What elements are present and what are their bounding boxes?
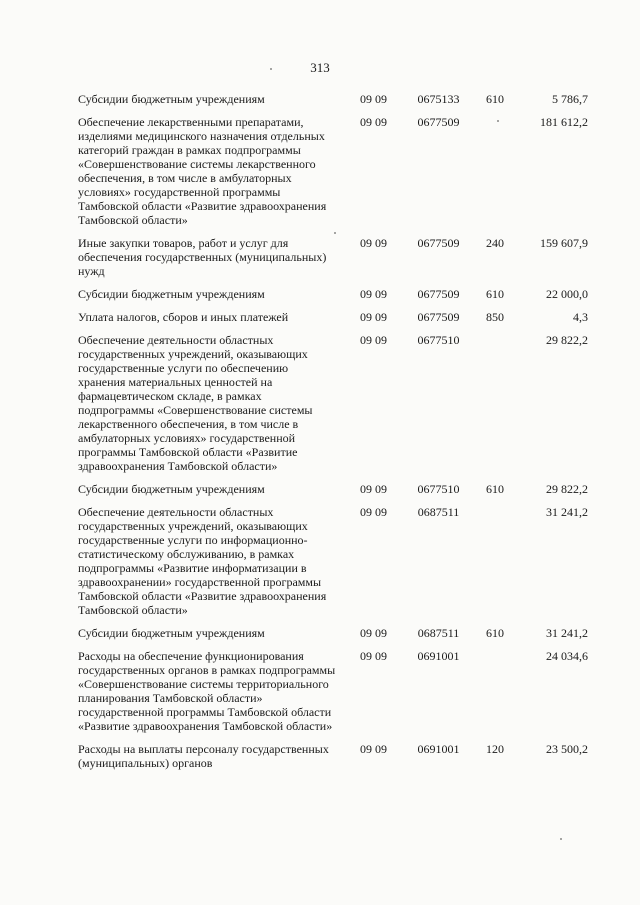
table-row bbox=[78, 88, 588, 111]
target-article-code: 0691001 bbox=[417, 742, 460, 756]
table-row bbox=[78, 738, 588, 775]
section-code: 09 09 bbox=[360, 626, 387, 640]
expense-name: Обеспечение лекарственными препаратами, изделиями медицинского назначения отдельных категорий граждан в рамках подпрограммы «Совершенствование системы лекарственного обеспечения, в том числе в амбулаторных условиях» государственной программы Тамбовской области «Развитие здравоохранения Тамбовской области» bbox=[78, 115, 327, 227]
section-code: 09 09 bbox=[360, 649, 387, 663]
target-article-code: 0687511 bbox=[417, 505, 460, 519]
amount: 181 612,2 bbox=[540, 115, 588, 129]
amount: 29 822,2 bbox=[546, 482, 588, 496]
table-row bbox=[78, 306, 588, 329]
amount: 31 241,2 bbox=[546, 626, 588, 640]
target-article-code: 0675133 bbox=[417, 92, 460, 106]
expense-type-code: 120 bbox=[486, 742, 504, 756]
scan-speck bbox=[270, 68, 272, 70]
scan-speck bbox=[497, 120, 499, 122]
amount: 4,3 bbox=[573, 310, 588, 324]
table-row bbox=[78, 329, 588, 478]
section-code: 09 09 bbox=[360, 742, 387, 756]
target-article-code: 0677510 bbox=[417, 482, 460, 496]
expense-type-code: 610 bbox=[486, 626, 504, 640]
amount: 23 500,2 bbox=[546, 742, 588, 756]
table-row bbox=[78, 622, 588, 645]
budget-table-body bbox=[78, 88, 588, 775]
target-article-code: 0691001 bbox=[417, 649, 460, 663]
amount: 159 607,9 bbox=[540, 236, 588, 250]
table-row bbox=[78, 283, 588, 306]
amount: 22 000,0 bbox=[546, 287, 588, 301]
amount: 29 822,2 bbox=[546, 333, 588, 347]
section-code: 09 09 bbox=[360, 505, 387, 519]
expense-type-code: 610 bbox=[486, 482, 504, 496]
expense-type-code bbox=[476, 329, 514, 478]
section-code: 09 09 bbox=[360, 92, 387, 106]
expense-name: Субсидии бюджетным учреждениям bbox=[78, 92, 265, 106]
target-article-code: 0677510 bbox=[417, 333, 460, 347]
target-article-code: 0677509 bbox=[417, 310, 460, 324]
expense-name: Обеспечение деятельности областных государственных учреждений, оказывающих государственные услуги по информационно-статистическому обслуживанию, в рамках подпрограммы «Развитие информатизации в здравоохранении» государственной программы Тамбовской области «Развитие здравоохранения Тамбовской области» bbox=[78, 505, 327, 617]
expense-name: Уплата налогов, сборов и иных платежей bbox=[78, 310, 289, 324]
expense-name: Расходы на выплаты персоналу государственных (муниципальных) органов bbox=[78, 742, 329, 770]
table-row bbox=[78, 501, 588, 622]
expense-type-code: 240 bbox=[486, 236, 504, 250]
section-code: 09 09 bbox=[360, 236, 387, 250]
expense-type-code bbox=[476, 645, 514, 738]
scan-speck bbox=[560, 838, 562, 840]
expense-name: Субсидии бюджетным учреждениям bbox=[78, 287, 265, 301]
expense-type-code bbox=[476, 111, 514, 232]
amount: 31 241,2 bbox=[546, 505, 588, 519]
target-article-code: 0677509 bbox=[417, 115, 460, 129]
expense-type-code: 610 bbox=[486, 287, 504, 301]
section-code: 09 09 bbox=[360, 333, 387, 347]
expense-type-code: 610 bbox=[486, 92, 504, 106]
expense-name: Расходы на обеспечение функционирования государственных органов в рамках подпрограммы «Совершенствование системы территориального планирования Тамбовской области» государственной программы Тамбовской области «Развитие здравоохранения Тамбовской области» bbox=[78, 649, 336, 733]
expense-name: Обеспечение деятельности областных государственных учреждений, оказывающих государственные услуги по обеспечению хранения материальных ценностей на фармацевтическом складе, в рамках подпрограммы «Совершенствование системы лекарственного обеспечения, в том числе в амбулаторных условиях» государственной программы Тамбовской области «Развитие здравоохранения Тамбовской области» bbox=[78, 333, 313, 473]
page-number: 313 bbox=[310, 60, 330, 75]
section-code: 09 09 bbox=[360, 287, 387, 301]
table-row bbox=[78, 111, 588, 232]
target-article-code: 0677509 bbox=[417, 236, 460, 250]
expense-type-code bbox=[476, 501, 514, 622]
amount: 5 786,7 bbox=[552, 92, 588, 106]
table-row bbox=[78, 645, 588, 738]
table-row bbox=[78, 478, 588, 501]
scan-speck bbox=[334, 232, 336, 234]
section-code: 09 09 bbox=[360, 115, 387, 129]
expense-name: Субсидии бюджетным учреждениям bbox=[78, 626, 265, 640]
expense-name: Иные закупки товаров, работ и услуг для обеспечения государственных (муниципальных) нужд bbox=[78, 236, 327, 278]
section-code: 09 09 bbox=[360, 310, 387, 324]
expense-name: Субсидии бюджетным учреждениям bbox=[78, 482, 265, 496]
amount: 24 034,6 bbox=[546, 649, 588, 663]
expense-type-code: 850 bbox=[486, 310, 504, 324]
target-article-code: 0687511 bbox=[417, 626, 460, 640]
budget-table bbox=[78, 88, 588, 775]
table-row bbox=[78, 232, 588, 283]
section-code: 09 09 bbox=[360, 482, 387, 496]
target-article-code: 0677509 bbox=[417, 287, 460, 301]
